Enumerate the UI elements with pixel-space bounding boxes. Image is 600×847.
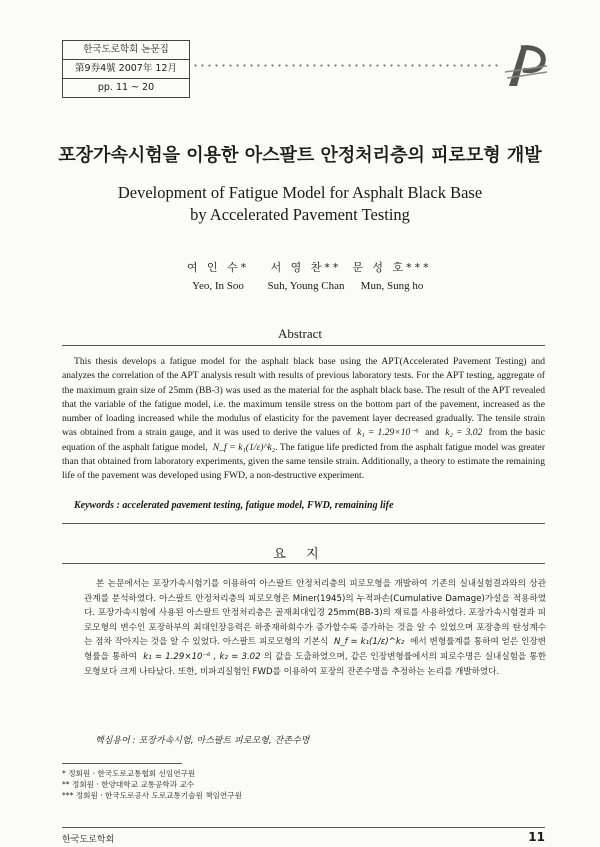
dotted-rule: [192, 64, 502, 67]
summary-heading: 요 지: [273, 547, 327, 562]
title-en-line-2: by Accelerated Pavement Testing: [190, 205, 410, 224]
equation-k2: k₂ = 3.02: [445, 427, 483, 439]
abstract-text-1: This thesis develops a fatigue model for the asphalt black base using the APT(Accelerated Pavement Testing) and analyzes the correlation of the APT analysis result with results of previous laboratory tests. For the APT testing, aggregate of the maximum grain size of 25mm (BB-3) was used as the material for the asphalt black base. The result of the APT revealed that the variable of the fatigue model, i.e. the maximum tensile stress on the bottom part of the pavement, increased as the number of loading increased while the modulus of elasticity for the pavement layer decreased gradually. The tensile strain was obtained from a strain gauge, and it was used to derive the values of: [62, 356, 545, 439]
footnote-3: *** 정회원 · 한국도로공사 도로교통기술원 책임연구원: [62, 790, 242, 800]
summary-equation-k: k₁ = 1.29×10⁻⁶ , k₂ = 3.02: [143, 651, 261, 662]
author-3-name-en: Mun, Sung ho: [360, 280, 424, 292]
abstract-and: and: [425, 427, 439, 439]
journal-logo-icon: [505, 42, 547, 86]
abstract-body: [62, 355, 545, 484]
abstract-text-3: . The fatigue life predicted from the asphalt fatigue model was greater than that obtained from laboratory experiments, given the same tensile strain. Additionally, a theory to estimate the remaining life of the pavement was developed using FWD, a non-destructive experiment.: [62, 441, 546, 482]
abstract-top-rule: [62, 345, 545, 346]
footnote-1: * 정회원 · 한국도로교통협회 선임연구원: [62, 769, 196, 778]
summary-keywords: 핵심용어 : 포장가속시험, 아스팔트 피로모형, 잔존수명: [95, 736, 310, 746]
author-3: [332, 258, 452, 296]
author-3-name-ko: 문 성 호***: [352, 261, 432, 274]
paper-title-english: [0, 182, 600, 226]
journal-info-box: [62, 40, 190, 98]
summary-body: [84, 577, 546, 679]
page-number: 11: [528, 830, 545, 844]
abstract-keywords: Keywords : accelerated pavement testing, fatigue model, FWD, remaining life: [74, 500, 394, 511]
abstract-text-2: from the basic equation of the asphalt fatigue model,: [62, 427, 546, 453]
footer-rule: [62, 827, 545, 828]
abstract-bottom-rule: [62, 523, 545, 524]
summary-equation-model: N_f = k₁(1/ε)^k₂: [333, 637, 405, 648]
journal-name: 한국도로학회 논문집: [83, 44, 169, 55]
footnotes: [62, 769, 242, 801]
summary-text-1: 본 논문에서는 포장가속시험기를 이용하여 아스팔트 안정처리층의 피로모형을 개발하여 기존의 실내실험결과와의 상관관계를 분석하였다. 아스팔트 안정처리층의 피로모형은 Miner(1945)의 누적파손(Cumulative Damage)가설을 적용하였다. 포장가속시험에 사용된 아스팔트 안정처리층은 골재최대입경 25mm(BB-3)의 재료를 사용하였다. 포장가속시험결과 피로모형의 변수인 포장하부의 최대인장응력은 하중재하회수가 증가할수록 증가하는 것을 알 수 있었으며 포장층의 탄성계수는 점차 작아지는 것을 알 수 있었다. 아스팔트 피로모형의 기본식: [84, 579, 546, 648]
author-2-name-ko: 서 영 찬**: [270, 261, 342, 274]
equation-fatigue-model: N_f = k₁(1/ε)^k₂: [212, 441, 276, 453]
paper-title-korean: 포장가속시험을 이용한 아스팔트 안정처리층의 피로모형 개발: [58, 145, 542, 166]
abstract-paragraph: [62, 355, 545, 484]
equation-k1: k₁ = 1.29×10⁻⁶: [357, 427, 419, 439]
volume-info: 第9券4號 2007年 12月: [63, 59, 189, 78]
author-2-name-en: Suh, Young Chan: [267, 280, 345, 292]
author-1-name-en: Yeo, In Soo: [192, 280, 244, 292]
abstract-heading: Abstract: [277, 326, 323, 341]
summary-text-3: 의 값을 도출하였으며, 같은 인장변형률에서의 피로수명은 실내실험을 통한 모형보다 크게 나타났다. 또한, 비파괴실험인 FWD를 이용하여 포장의 잔존수명을 추정하는 논리를 개발하였다.: [84, 651, 546, 677]
title-en-line-1: Development of Fatigue Model for Asphalt Black Base: [117, 183, 483, 202]
page-range: pp. 11 ~ 20: [63, 78, 189, 97]
summary-paragraph: [84, 577, 546, 679]
footer-society: 한국도로학회: [62, 835, 115, 845]
footnote-rule: [62, 763, 182, 764]
author-1-name-ko: 여 인 수*: [186, 261, 250, 274]
summary-text-2: 에서 변형률계를 통하여 얻은 인장변형률을 통하여: [84, 637, 546, 662]
summary-top-rule: [62, 563, 545, 564]
footnote-2: ** 정회원 · 한양대학교 교통공학과 교수: [62, 779, 195, 789]
